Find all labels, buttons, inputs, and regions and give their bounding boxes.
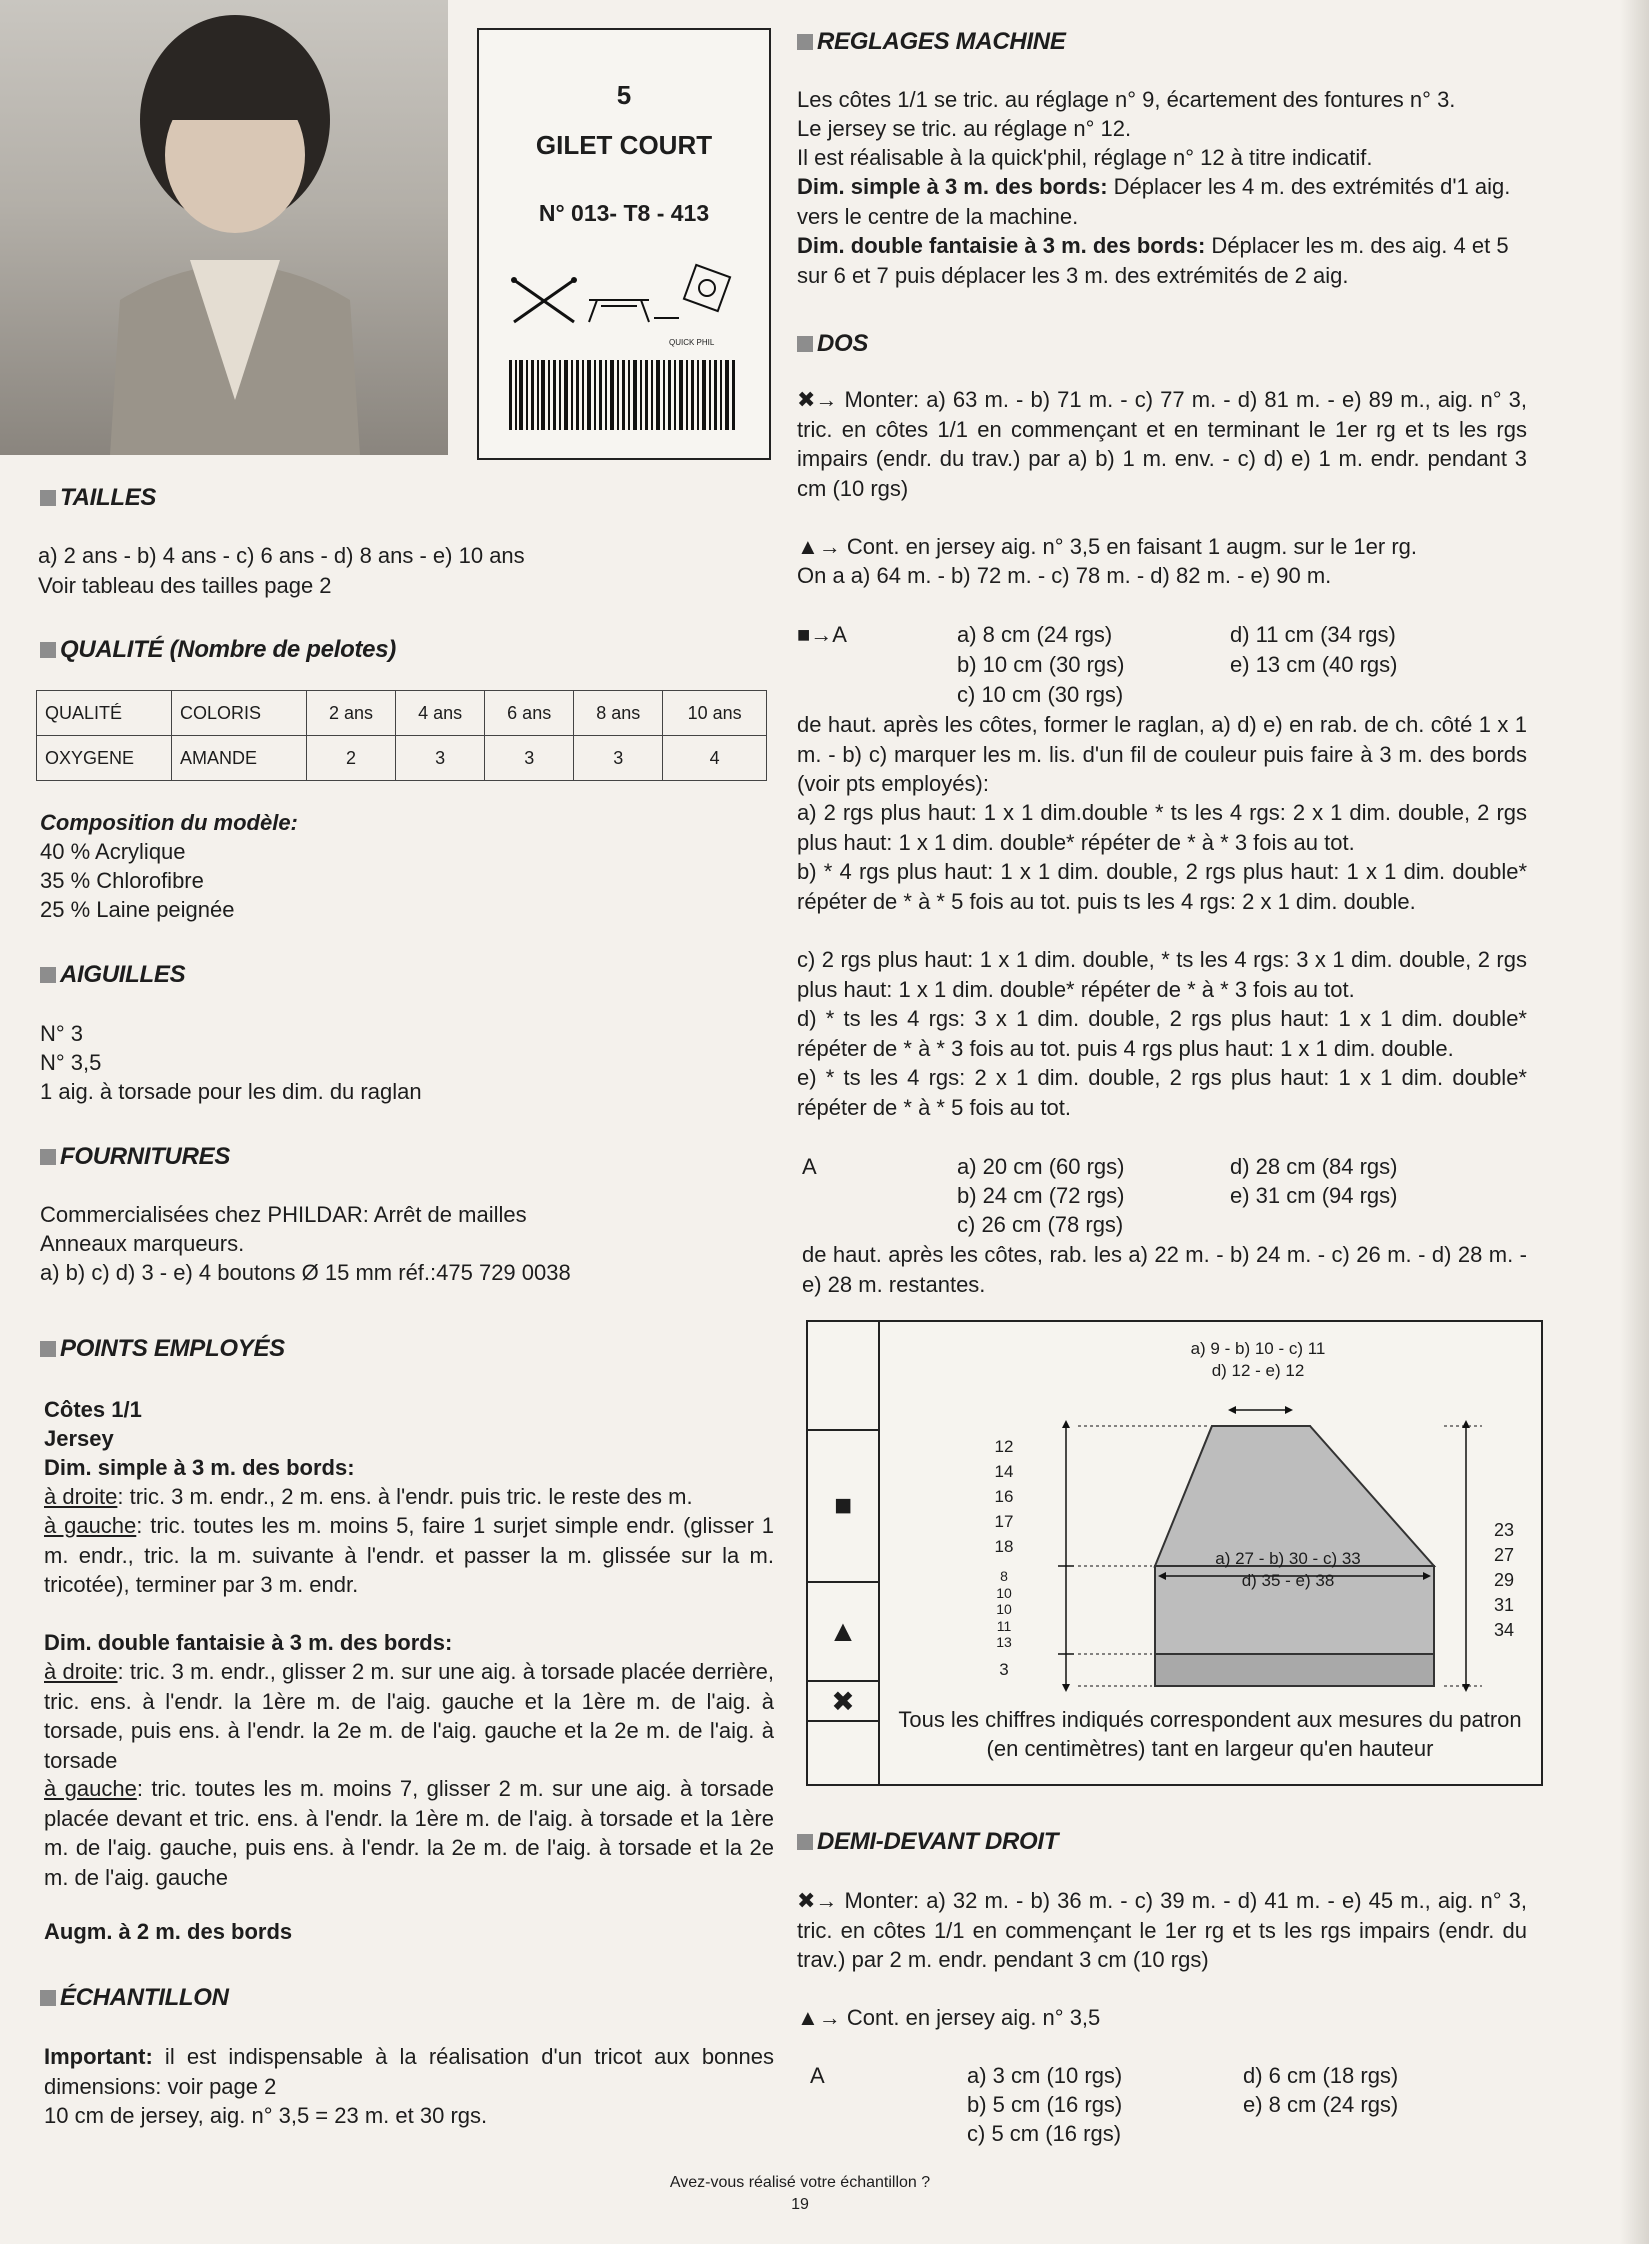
diagram-left-upper bbox=[984, 1434, 1024, 1559]
legend-column bbox=[808, 1322, 880, 1784]
model-ref: N° 013- T8 - 413 bbox=[538, 200, 710, 226]
dim-simple-droite bbox=[44, 1482, 774, 1512]
dim-double-gauche-text: : tric. toutes les m. moins 7, glisser 2 m. sur une aig. à torsade placée devant et tric. ens. à l'endr. la 1ère m. de l'aig. à torsade et la 1ère m. de l'aig. gauche, puis ens. à l'endr. la 2e m. de l'aig. à torsade et la 2e m. de l'aig. gauche bbox=[44, 1776, 774, 1890]
page-edge bbox=[1620, 0, 1649, 2244]
demi-devant-col1-3: c) 5 cm (16 rgs) bbox=[967, 2121, 1122, 2146]
diagram-right-heights bbox=[1484, 1518, 1524, 1643]
dim-double-droite-text: : tric. 3 m. endr., glisser 2 m. sur une aig. à torsade placée derrière, tric. ens. à l'endr. la 1ère m. de l'aig. gauche et la 1ère m. de l'aig. à torsade, puis ens. à l'endr. la 2e m. de l'aig. gauche et la 2e m. de l'aig. à torsade bbox=[44, 1659, 774, 1773]
barcode bbox=[509, 360, 739, 430]
diagram-top-line1: a) 9 - b) 10 - c) 11 bbox=[1190, 1339, 1326, 1358]
section-title-qualite: QUALITÉ (Nombre de pelotes) bbox=[40, 636, 396, 664]
td-qualite: OXYGENE bbox=[37, 736, 172, 781]
dos-raglan-c: c) 2 rgs plus haut: 1 x 1 dim. double, * ts les 4 rgs: 3 x 1 dim. double, 2 rgs plus haut: 1 x 1 dim. double* répéter de * à * 3 fois au tot. bbox=[797, 947, 1527, 1002]
height-31: 31 bbox=[1493, 1595, 1515, 1615]
tick-12: 12 bbox=[994, 1437, 1014, 1456]
diagram-top-line2: d) 12 - e) 12 bbox=[1211, 1361, 1305, 1380]
height-27: 27 bbox=[1493, 1545, 1515, 1565]
reglages-simple bbox=[797, 172, 1527, 231]
demi-devant-p2: ▲→ Cont. en jersey aig. n° 3,5 bbox=[797, 2005, 1101, 2030]
augm-label: Augm. à 2 m. des bords bbox=[44, 1919, 293, 1944]
th-8ans: 8 ans bbox=[574, 691, 663, 736]
jersey-label: Jersey bbox=[44, 1426, 114, 1451]
fournitures-line1: Commercialisées chez PHILDAR: Arrêt de mailles bbox=[40, 1202, 527, 1227]
th-10ans: 10 ans bbox=[663, 691, 767, 736]
dos-b-col1-1: a) 20 cm (60 rgs) bbox=[957, 1154, 1125, 1179]
tick-10a: 10 bbox=[996, 1584, 1012, 1601]
tick-3: 3 bbox=[999, 1660, 1009, 1679]
legend-cross: ✖ bbox=[808, 1682, 878, 1722]
a-droite-label-2: à droite bbox=[44, 1659, 118, 1684]
dos-b-col1-2: b) 24 cm (72 rgs) bbox=[957, 1183, 1125, 1208]
aiguilles-line3: 1 aig. à torsade pour les dim. du raglan bbox=[40, 1079, 422, 1104]
page-number: 19 bbox=[791, 2196, 809, 2213]
dos-a-col1-1: a) 8 cm (24 rgs) bbox=[957, 622, 1113, 647]
child-illustration bbox=[0, 0, 448, 455]
model-name: GILET COURT bbox=[535, 130, 713, 160]
reglages-double-label: Dim. double fantaisie à 3 m. des bords: bbox=[797, 233, 1206, 258]
echantillon-line: 10 cm de jersey, aig. n° 3,5 = 23 m. et 30 rgs. bbox=[44, 2103, 488, 2128]
dos-a-label: ■→A bbox=[797, 622, 847, 647]
demi-devant-p1: ✖→ Monter: a) 32 m. - b) 36 m. - c) 39 m. - d) 41 m. - e) 45 m., aig. n° 3, tric. en côtes 1/1 en commençant le 1er rg et ts les rgs impairs (endr. du trav.) par 2 m. endr. pendant 3 cm (10 rgs) bbox=[797, 1888, 1527, 1972]
composition-line1: 40 % Acrylique bbox=[40, 839, 186, 864]
model-photo bbox=[0, 0, 448, 455]
dos-p4: de haut. après les côtes, rab. les a) 22 m. - b) 24 m. - c) 26 m. - d) 28 m. - e) 28 m. restantes. bbox=[802, 1242, 1527, 1297]
demi-devant-col1-2: b) 5 cm (16 rgs) bbox=[967, 2092, 1123, 2117]
dos-p1: ✖→ Monter: a) 63 m. - b) 71 m. - c) 77 m. - d) 81 m. - e) 89 m., aig. n° 3, tric. en côtes 1/1 en commençant et en terminant le 1er rg et ts les rgs impairs (endr. du trav.) par a) b) 1 m. env. - c) d) e) 1 m. endr. pendant 3 cm (10 rgs) bbox=[797, 387, 1527, 501]
dos-raglan-e: e) * ts les 4 rgs: 2 x 1 dim. double, 2 rgs plus haut: 1 x 1 dim. double* répéter de * à * 5 fois au tot. bbox=[797, 1065, 1527, 1120]
dim-simple-droite-text: : tric. 3 m. endr., 2 m. ens. à l'endr. puis tric. le reste des m. bbox=[117, 1484, 693, 1509]
dim-simple-gauche bbox=[44, 1511, 774, 1600]
legend-triangle: ▲ bbox=[808, 1583, 878, 1682]
td-10ans: 4 bbox=[663, 736, 767, 781]
dos-raglan-a: a) 2 rgs plus haut: 1 x 1 dim.double * ts les 4 rgs: 2 x 1 dim. double, 2 rgs plus haut: 1 x 1 dim. double* répéter de * à * 3 fois au tot. bbox=[797, 800, 1527, 855]
height-29: 29 bbox=[1493, 1570, 1515, 1590]
important-label: Important: bbox=[44, 2044, 153, 2069]
tick-17: 17 bbox=[994, 1512, 1014, 1531]
tick-14: 14 bbox=[994, 1462, 1014, 1481]
legend-square: ■ bbox=[808, 1431, 878, 1583]
dim-simple-gauche-text: : tric. toutes les m. moins 5, faire 1 surjet simple endr. (glisser 1 m. endr., tric. la m. suivante à l'endr. et passer la m. glissée sur la m. tricotée), terminer par 3 m. endr. bbox=[44, 1513, 774, 1597]
section-title-dos: DOS bbox=[797, 330, 868, 358]
tailles-line2: Voir tableau des tailles page 2 bbox=[38, 573, 332, 598]
fournitures-line2: Anneaux marqueurs. bbox=[40, 1231, 245, 1256]
reglages-line1: Les côtes 1/1 se tric. au réglage n° 9, écartement des fontures n° 3. bbox=[797, 87, 1456, 112]
section-title-points: POINTS EMPLOYÉS bbox=[40, 1335, 285, 1363]
pattern-diagram bbox=[806, 1320, 1543, 1786]
diagram-top-width bbox=[1108, 1338, 1408, 1382]
reglages-double bbox=[797, 231, 1527, 290]
dos-p2b: On a a) 64 m. - b) 72 m. - c) 78 m. - d) 82 m. - e) 90 m. bbox=[797, 563, 1332, 588]
a-gauche-label-2: à gauche bbox=[44, 1776, 137, 1801]
dos-raglan-d: d) * ts les 4 rgs: 3 x 1 dim. double, 2 rgs plus haut: 1 x 1 dim. double* répéter de * à * 3 fois au tot. puis 4 rgs plus haut: 1 x 1 dim. double. bbox=[797, 1006, 1527, 1061]
important-text: il est indispensable à la réalisation d'un tricot aux bonnes dimensions: voir page 2 bbox=[44, 2044, 774, 2099]
aiguilles-line1: N° 3 bbox=[40, 1021, 84, 1046]
height-34: 34 bbox=[1493, 1620, 1515, 1640]
model-number: 5 bbox=[616, 80, 632, 110]
demi-devant-col1-1: a) 3 cm (10 rgs) bbox=[967, 2063, 1123, 2088]
model-card bbox=[477, 28, 771, 460]
dos-p2a: ▲→ Cont. en jersey aig. n° 3,5 en faisant 1 augm. sur le 1er rg. bbox=[797, 534, 1417, 559]
reglages-simple-label: Dim. simple à 3 m. des bords: bbox=[797, 174, 1108, 199]
dim-double-gauche bbox=[44, 1774, 774, 1892]
a-droite-label: à droite bbox=[44, 1484, 118, 1509]
fournitures-line3: a) b) c) d) 3 - e) 4 boutons Ø 15 mm réf.:475 729 0038 bbox=[40, 1260, 571, 1285]
section-title-tailles: TAILLES bbox=[40, 484, 156, 512]
th-qualite: QUALITÉ bbox=[37, 691, 172, 736]
diagram-caption: Tous les chiffres indiqués correspondent aux mesures du patron (en centimètres) tant en largeur qu'en hauteur bbox=[898, 1707, 1522, 1761]
dos-b-col2-1: d) 28 cm (84 rgs) bbox=[1230, 1154, 1398, 1179]
tick-16: 16 bbox=[994, 1487, 1014, 1506]
tick-11: 11 bbox=[996, 1617, 1012, 1634]
dos-b-col1-3: c) 26 cm (78 rgs) bbox=[957, 1212, 1124, 1237]
legend-empty bbox=[808, 1322, 878, 1431]
composition-line2: 35 % Chlorofibre bbox=[40, 868, 204, 893]
dos-p3: de haut. après les côtes, former le raglan, a) d) e) en rab. de ch. côté 1 x 1 m. - b) c) marquer les m. lis. d'un fil de couleur puis faire à 3 m. des bords (voir pts employés): bbox=[797, 712, 1527, 796]
diagram-mid-width bbox=[1138, 1548, 1438, 1592]
dim-simple-label: Dim. simple à 3 m. des bords: bbox=[44, 1455, 355, 1480]
tick-8: 8 bbox=[1000, 1568, 1008, 1584]
td-2ans: 2 bbox=[307, 736, 396, 781]
section-title-echantillon: ÉCHANTILLON bbox=[40, 1984, 229, 2012]
yarn-table bbox=[36, 690, 767, 781]
demi-devant-a-label: A bbox=[810, 2063, 825, 2088]
th-coloris: COLORIS bbox=[172, 691, 307, 736]
th-4ans: 4 ans bbox=[396, 691, 485, 736]
demi-devant-col2-1: d) 6 cm (18 rgs) bbox=[1243, 2063, 1399, 2088]
th-6ans: 6 ans bbox=[485, 691, 574, 736]
cotes-label: Côtes 1/1 bbox=[44, 1397, 142, 1422]
footer-question: Avez-vous réalisé votre échantillon ? bbox=[669, 2174, 931, 2191]
dos-raglan-b: b) * 4 rgs plus haut: 1 x 1 dim. double, 2 rgs plus haut: 1 x 1 dim. double* répéter de * à * 5 fois au tot. puis ts les 4 rgs: 2 x 1 dim. double. bbox=[797, 859, 1527, 914]
section-title-aiguilles: AIGUILLES bbox=[40, 961, 185, 989]
td-8ans: 3 bbox=[574, 736, 663, 781]
dos-b-col2-2: e) 31 cm (94 rgs) bbox=[1230, 1183, 1398, 1208]
th-2ans: 2 ans bbox=[307, 691, 396, 736]
dos-b-label: A bbox=[802, 1154, 817, 1179]
tick-10b: 10 bbox=[996, 1601, 1012, 1617]
diagram-mid-line1: a) 27 - b) 30 - c) 33 bbox=[1215, 1549, 1361, 1568]
td-4ans: 3 bbox=[396, 736, 485, 781]
section-title-demi-devant: DEMI-DEVANT DROIT bbox=[797, 1828, 1058, 1856]
dim-double-label: Dim. double fantaisie à 3 m. des bords: bbox=[44, 1630, 453, 1655]
demi-devant-col2-2: e) 8 cm (24 rgs) bbox=[1243, 2092, 1399, 2117]
composition-title: Composition du modèle: bbox=[40, 810, 298, 835]
section-title-reglages: REGLAGES MACHINE bbox=[797, 28, 1066, 56]
yarn-table-header bbox=[37, 691, 767, 736]
tailles-line1: a) 2 ans - b) 4 ans - c) 6 ans - d) 8 ans - e) 10 ans bbox=[38, 543, 525, 568]
reglages-line3: Il est réalisable à la quick'phil, réglage n° 12 à titre indicatif. bbox=[797, 145, 1373, 170]
aiguilles-line2: N° 3,5 bbox=[40, 1050, 102, 1075]
echantillon-important bbox=[44, 2042, 774, 2101]
height-23: 23 bbox=[1493, 1520, 1515, 1540]
dos-a-col2-1: d) 11 cm (34 rgs) bbox=[1230, 622, 1396, 647]
dim-double-droite bbox=[44, 1657, 774, 1775]
reglages-simple-text: Déplacer les 4 m. des extrémités d'1 aig. vers le centre de la machine. bbox=[797, 174, 1511, 229]
tick-13: 13 bbox=[996, 1634, 1012, 1650]
tick-18: 18 bbox=[994, 1537, 1014, 1556]
td-6ans: 3 bbox=[485, 736, 574, 781]
yarn-table-row bbox=[37, 736, 767, 781]
composition-line3: 25 % Laine peignée bbox=[40, 897, 235, 922]
reglages-line2: Le jersey se tric. au réglage n° 12. bbox=[797, 116, 1132, 141]
dos-a-col2-2: e) 13 cm (40 rgs) bbox=[1230, 652, 1398, 677]
diagram-mid-line2: d) 35 - e) 38 bbox=[1241, 1571, 1335, 1590]
machine-icons bbox=[509, 260, 749, 350]
dos-a-col1-3: c) 10 cm (30 rgs) bbox=[957, 682, 1124, 707]
dos-a-col1-2: b) 10 cm (30 rgs) bbox=[957, 652, 1125, 677]
diagram-left-lower bbox=[984, 1568, 1024, 1651]
td-coloris: AMANDE bbox=[172, 736, 307, 781]
a-gauche-label: à gauche bbox=[44, 1513, 137, 1538]
reglages-double-text: Déplacer les m. des aig. 4 et 5 sur 6 et 7 puis déplacer les 3 m. des extrémités de 2 aig. bbox=[797, 233, 1509, 288]
quickphil-label: QUICK PHIL bbox=[669, 338, 715, 347]
section-title-fournitures: FOURNITURES bbox=[40, 1143, 230, 1171]
